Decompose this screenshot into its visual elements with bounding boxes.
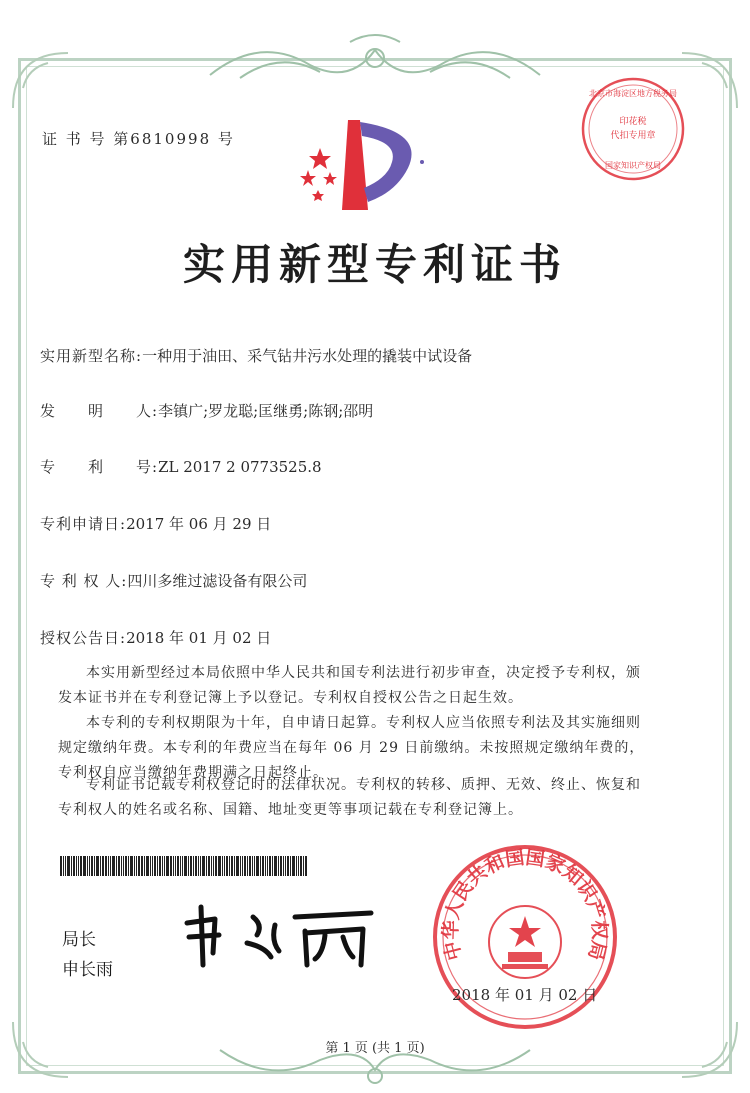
- barcode-bar: [242, 856, 243, 876]
- barcode-bar: [110, 856, 111, 876]
- barcode-bar: [234, 856, 235, 876]
- barcode-bar: [240, 856, 241, 876]
- seal-text: 中华人民共和国国家知识产权局: [439, 846, 611, 963]
- barcode-bar: [298, 856, 299, 876]
- signature-icon: [175, 895, 385, 975]
- barcode-bar: [134, 856, 135, 876]
- barcode-bar: [144, 856, 145, 876]
- barcode-bar: [87, 856, 88, 876]
- barcode-bar: [100, 856, 101, 876]
- barcode-bar: [249, 856, 251, 876]
- barcode-bar: [190, 856, 192, 876]
- certificate-number: 证 书 号 第6810998 号: [42, 130, 235, 148]
- paragraph-legal-status: 专利证书记载专利权登记时的法律状况。专利权的转移、质押、无效、终止、恢复和专利权人的姓名或名称、国籍、地址变更等事项记载在专利登记簿上。: [58, 777, 641, 818]
- barcode-bar: [184, 856, 187, 876]
- svg-text:代扣专用章: 代扣专用章: [610, 131, 656, 141]
- barcode-bar: [177, 856, 179, 876]
- barcode-bar: [303, 856, 304, 876]
- field-label: 实用新型名称:: [40, 347, 143, 365]
- paragraph-term-statement: 本专利的专利权期限为十年，自申请日起算。专利权人应当依照专利法及其实施细则规定缴纳年费。本专利的年费应当在每年 06 月 29 日前缴纳。未按照规定缴纳年费的，专利权自应当缴纳年费期满之日起终止。: [58, 715, 645, 781]
- signatory-name: 申长雨: [62, 960, 113, 980]
- paragraph-grant-statement: 本实用新型经过本局依照中华人民共和国专利法进行初步审查，决定授予专利权，颁发本证书并在专利登记簿上予以登记。专利权自授权公告之日起生效。: [58, 665, 641, 706]
- barcode-bar: [152, 856, 153, 876]
- issue-date: 2018 年 01 月 02 日: [452, 986, 598, 1004]
- barcode-bar: [123, 856, 124, 876]
- field-value: 2018 年 01 月 02 日: [126, 629, 272, 647]
- barcode-bar: [278, 856, 279, 876]
- field-inventor: [40, 400, 373, 421]
- barcode-bar: [180, 856, 181, 876]
- svg-text:北京市海淀区地方税务局: 北京市海淀区地方税务局: [589, 89, 677, 98]
- barcode-bar: [80, 856, 82, 876]
- barcode-bar: [274, 856, 277, 876]
- barcode-bar: [118, 856, 120, 876]
- patent-office-logo-icon: [290, 110, 440, 215]
- barcode-bar: [108, 856, 109, 876]
- barcode-bar: [236, 856, 239, 876]
- barcode-bar: [96, 856, 99, 876]
- barcode-bar: [157, 856, 158, 876]
- barcode-bar: [164, 856, 165, 876]
- barcode-bar: [267, 856, 268, 876]
- barcode-bar: [89, 856, 90, 876]
- corner-ornament-icon: [8, 48, 78, 118]
- barcode-bar: [198, 856, 199, 876]
- field-value: 一种用于油田、采气钻井污水处理的撬装中试设备: [142, 347, 473, 365]
- barcode-bar: [128, 856, 129, 876]
- barcode-bar: [244, 856, 246, 876]
- barcode-bar: [272, 856, 273, 876]
- barcode-bar: [224, 856, 225, 876]
- barcode-bar: [102, 856, 104, 876]
- field-patentee: [40, 570, 307, 591]
- barcode-bar: [254, 856, 255, 876]
- barcode-bar: [94, 856, 95, 876]
- barcode-bar: [83, 856, 86, 876]
- barcode-bar: [283, 856, 284, 876]
- barcode-bar: [229, 856, 230, 876]
- barcode-bar: [260, 856, 261, 876]
- barcode-bar: [218, 856, 221, 876]
- field-label: 发 明 人:: [40, 402, 159, 420]
- barcode-bar: [188, 856, 189, 876]
- barcode-bar: [60, 856, 62, 876]
- barcode-bar: [252, 856, 253, 876]
- barcode-bar: [182, 856, 183, 876]
- barcode-bar: [73, 856, 75, 876]
- field-label: 授权公告日:: [40, 629, 127, 647]
- barcode-bar: [136, 856, 137, 876]
- barcode-bar: [138, 856, 140, 876]
- barcode-bar: [305, 856, 307, 876]
- signatory-title: 局长: [62, 930, 96, 950]
- barcode-bar: [256, 856, 259, 876]
- barcode-bar: [91, 856, 93, 876]
- barcode-bar: [150, 856, 151, 876]
- svg-text:中华人民共和国国家知识产权局: [439, 847, 611, 963]
- barcode-bar: [287, 856, 289, 876]
- barcode-bar: [121, 856, 122, 876]
- barcode-bar: [78, 856, 79, 876]
- field-utility-model-name: [40, 345, 472, 366]
- field-value: ZL 2017 2 0773525.8: [158, 458, 322, 476]
- field-label: 专 利 号:: [40, 458, 159, 476]
- barcode: [60, 856, 370, 876]
- barcode-bar: [141, 856, 143, 876]
- page-number: 第 1 页 (共 1 页): [325, 1041, 425, 1056]
- barcode-bar: [146, 856, 149, 876]
- barcode-bar: [159, 856, 161, 876]
- barcode-bar: [226, 856, 228, 876]
- barcode-bar: [262, 856, 264, 876]
- barcode-bar: [195, 856, 197, 876]
- barcode-bar: [173, 856, 174, 876]
- barcode-bar: [269, 856, 271, 876]
- field-value: 2017 年 06 月 29 日: [126, 515, 272, 533]
- barcode-bar: [296, 856, 297, 876]
- barcode-bar: [162, 856, 163, 876]
- barcode-bar: [280, 856, 282, 876]
- barcode-bar: [112, 856, 115, 876]
- field-label: 专利申请日:: [40, 515, 127, 533]
- field-label: 专 利 权 人:: [40, 572, 128, 590]
- field-value: 李镇广;罗龙聪;匡继勇;陈钢;邵明: [158, 402, 374, 420]
- barcode-bar: [247, 856, 248, 876]
- barcode-bar: [193, 856, 194, 876]
- barcode-bar: [170, 856, 172, 876]
- barcode-bar: [202, 856, 205, 876]
- barcode-bar: [206, 856, 207, 876]
- top-ornament-icon: [200, 30, 550, 90]
- barcode-bar: [175, 856, 176, 876]
- tax-stamp: [578, 74, 688, 184]
- barcode-bar: [105, 856, 107, 876]
- barcode-bar: [300, 856, 302, 876]
- barcode-bar: [200, 856, 201, 876]
- barcode-bar: [292, 856, 295, 876]
- barcode-bar: [65, 856, 66, 876]
- barcode-bar: [285, 856, 286, 876]
- barcode-bar: [213, 856, 214, 876]
- barcode-bar: [231, 856, 233, 876]
- barcode-bar: [215, 856, 217, 876]
- barcode-bar: [265, 856, 266, 876]
- barcode-bar: [67, 856, 70, 876]
- field-value: 四川多维过滤设备有限公司: [127, 572, 308, 590]
- barcode-bar: [125, 856, 127, 876]
- barcode-bar: [76, 856, 77, 876]
- field-patent-number: [40, 456, 322, 477]
- barcode-bar: [211, 856, 212, 876]
- barcode-bar: [154, 856, 156, 876]
- svg-text:国家知识产权局: 国家知识产权局: [605, 161, 661, 170]
- barcode-bar: [208, 856, 210, 876]
- field-filing-date: [40, 513, 271, 534]
- barcode-bar: [130, 856, 133, 876]
- barcode-bar: [290, 856, 291, 876]
- field-grant-date: [40, 627, 271, 648]
- barcode-bar: [222, 856, 223, 876]
- barcode-bar: [63, 856, 64, 876]
- barcode-bar: [116, 856, 117, 876]
- barcode-bar: [166, 856, 169, 876]
- svg-text:印花税: 印花税: [619, 117, 647, 127]
- barcode-bar: [71, 856, 72, 876]
- certificate-title: 实用新型专利证书: [182, 240, 567, 289]
